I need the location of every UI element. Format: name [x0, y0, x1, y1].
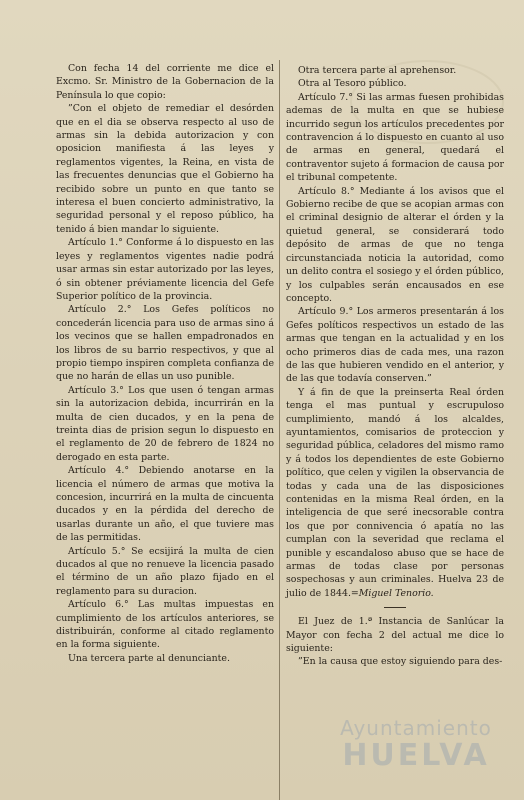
article-4: Artículo 4.° Debiendo anotarse en la licencia el número de armas que motiva la concesion, incurrirá en la multa de cincuenta ducados y en la pérdida del derecho de usarlas durante un año, el que tuviere mas de las permitidas.	[56, 465, 274, 544]
article-9: Artículo 9.° Los armeros presentarán á los Gefes políticos respectivos un estado de las armas que tengan en la actualidad y en los ocho primeros dias de cada mes, una razon de las que hubieren vendido en el anterior, y de las que todavía conserven.”	[286, 306, 504, 385]
fine-distribution-2: Otra tercera parte al aprehensor.	[298, 65, 457, 76]
watermark-line-2: HUELVA	[342, 738, 490, 773]
article-7: Artículo 7.° Si las armas fuesen prohibidas ademas de la multa en que se hubiese incurrido segun los artículos precedentes por contravencion á lo dispuesto en cuanto al uso de armas en general, quedará el contraventor sujeto á formacion de causa por el tribunal competente.	[286, 91, 504, 184]
article-3: Artículo 3.° Los que usen ó tengan armas sin la autorizacion debida, incurrirán en la multa de cien ducados, y en la pena de treinta dias de prision segun lo dispuesto en el reglamento de 20 de febrero de 1824 no derogado en esta parte.	[56, 384, 274, 463]
quoted-case-start: ”En la causa que estoy siguiendo para des-	[298, 656, 503, 668]
right-column	[286, 64, 504, 669]
signature: Miguel Tenorio.	[358, 587, 434, 599]
article-2: Artículo 2.° Los Gefes políticos no concederán licencia para uso de armas sino á los vecinos que se hallen empadronados en los libros de su barrio respectivos, y que al propio tiempo inspiren completa confianza de que no harán de ellas un uso punible.	[56, 304, 275, 383]
section-rule	[384, 607, 406, 608]
judge-notice: El Juez de 1.ª Instancia de Sanlúcar la Mayor con fecha 2 del actual me dice lo siguiente:	[286, 616, 504, 655]
fine-distribution-1: Una tercera parte al denunciante.	[68, 652, 230, 664]
column-divider	[279, 60, 280, 800]
article-6: Artículo 6.° Las multas impuestas en cumplimiento de los artículos anteriores, se distribuirán, conforme al citado reglamento en la forma siguiente.	[56, 599, 274, 651]
royal-order-preamble: ”Con el objeto de remediar el desórden que en el dia se observa respecto al uso de armas sin la debida autorizacion y con oposicion manifiesta á las leyes y reglamentos vigentes, la Reina, en vista de las frecuentes denuncias que el Gobierno ha recibido sobre un punto en que tanto se interesa el buen concierto administrativo, la seguridad personal y el reposo público, ha tenido á bien mandar lo siguiente.	[56, 103, 274, 235]
left-column	[56, 62, 274, 665]
watermark-line-1: Ayuntamiento	[340, 716, 492, 740]
article-1: Artículo 1.° Conforme á lo dispuesto en las leyes y reglamentos vigentes nadie podrá usar armas sin estar autorizado por las leyes, ó sin obtener préviamente licencia del Gefe Superior político de la provincia.	[56, 237, 274, 302]
directive-text: Y á fin de que la preinserta Real órden tenga el mas puntual y escrupuloso cumplimiento, mandó á los alcaldes, ayuntamientos, comisarios de proteccion y seguridad pública, celadores del mismo ramo y á todos los dependientes de este Gobierno político, que celen y vigilen la observancia de todas y cada una de las disposiciones contenidas en la misma Real órden, en la inteligencia de que seré inecsorable contra los que por connivencia ó apatía no las cumplan con la severidad que reclama el punible y escandaloso abuso que se hace de armas de todas clase por personas sospechosas y aun criminales. Huelva 23 de julio de 1844.=	[286, 386, 504, 599]
fine-distribution-3: Otra al Tesoro público.	[298, 78, 407, 90]
governor-directive	[286, 386, 504, 601]
article-8: Artículo 8.° Mediante á los avisos que el Gobierno recibe de que se acopian armas con el criminal designio de alterar el órden y la quietud general, se considerará todo depósito de armas de que no tenga circunstanciada noticia la autoridad, como un delito contra el sosiego y el órden público, y los culpables serán encausados en ese concepto.	[286, 185, 504, 304]
article-5: Artículo 5.° Se ecsijirá la multa de cien ducados al que no renueve la licencia pasado el término de un año plazo fijado en el reglamento para su duracion.	[56, 545, 274, 597]
archive-watermark	[326, 716, 506, 786]
intro-paragraph: Con fecha 14 del corriente me dice el Excmo. Sr. Ministro de la Gobernacion de la Península lo que copio:	[56, 63, 274, 101]
